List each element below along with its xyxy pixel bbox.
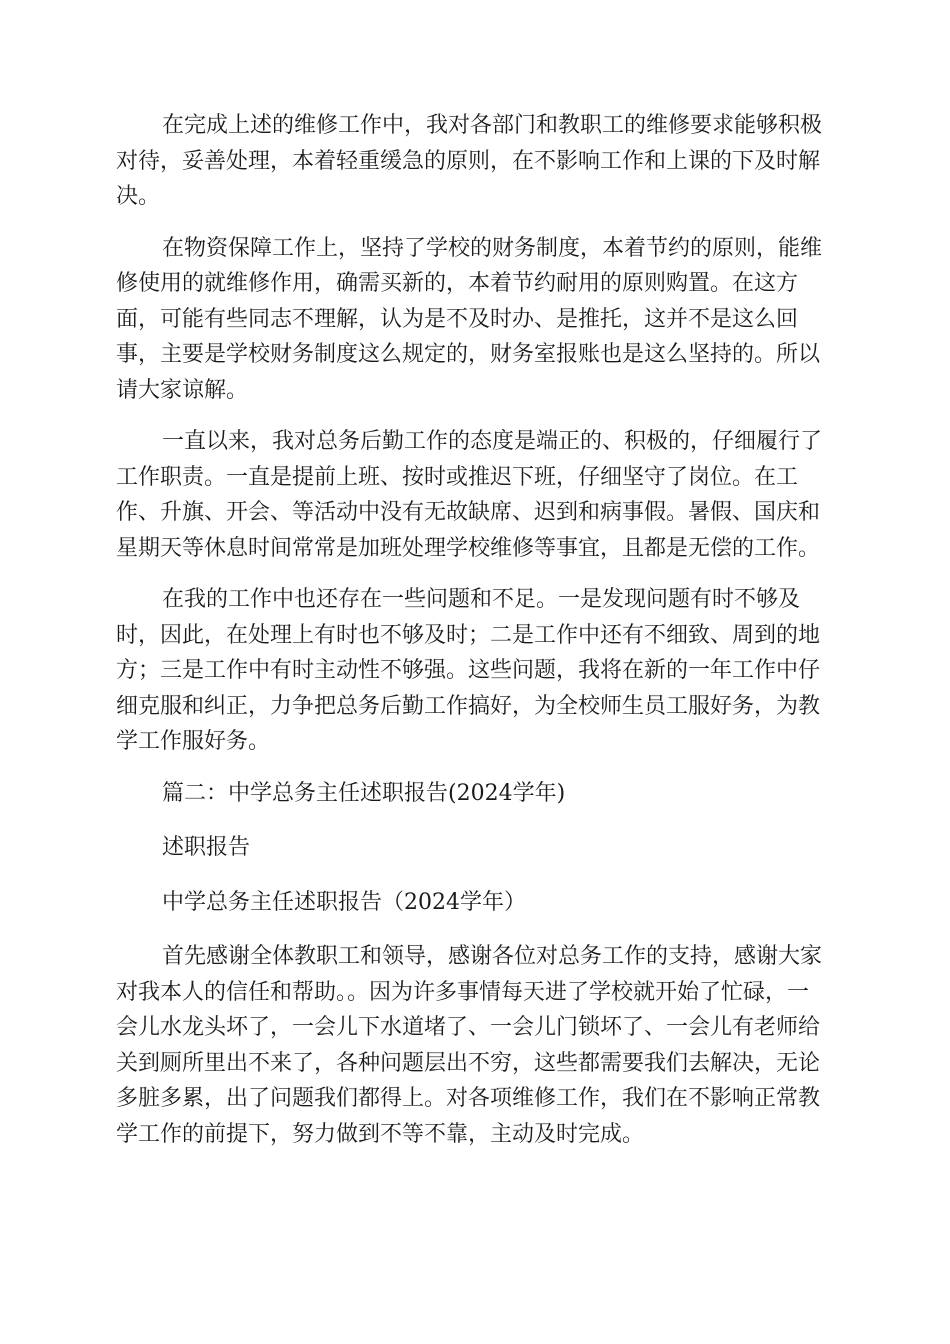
text-line: 事，主要是学校财务制度这么规定的，财务室报账也是这么坚持的。所以 [116, 342, 821, 367]
paragraph-work-attitude [116, 424, 836, 566]
text-line: 细克服和纠正，力争把总务后勤工作搞好，为全校师生员工服好务，为教 [116, 693, 821, 719]
paragraph-thanks [116, 939, 836, 1152]
text-line: 在我的工作中也还存在一些问题和不足。一是发现问题有时不够及 [162, 587, 801, 612]
text-line: 面，可能有些同志不理解，认为是不及时办、是推托，这并不是这么回 [116, 306, 799, 332]
text-line: 对待，妥善处理，本着轻重缓急的原则，在不影响工作和上课的下及时解 [116, 148, 821, 174]
paragraph-repair-attitude [116, 108, 836, 215]
text-line: 对我本人的信任和帮助。。因为许多事情每天进了学校就开始了忙碌，一 [116, 979, 810, 1005]
text-line: 时，因此，在处理上有时也不够及时；二是工作中还有不细致、周到的地 [116, 622, 821, 648]
text-line: 会儿水龙头坏了，一会儿下水道堵了、一会儿门锁坏了、一会儿有老师给 [116, 1015, 821, 1040]
text-line: 首先感谢全体教职工和领导，感谢各位对总务工作的支持，感谢大家 [162, 944, 823, 969]
text-line: 修使用的就维修作用，确需买新的，本着节约耐用的原则购置。在这方 [116, 271, 799, 296]
text-line: 在完成上述的维修工作中，我对各部门和教职工的维修要求能够积极 [162, 113, 823, 138]
report-title: 中学总务主任述职报告（2024学年） [162, 889, 526, 915]
text-line: 星期天等休息时间常常是加班处理学校维修等事宜，且都是无偿的工作。 [116, 535, 821, 561]
text-line: 多脏多累，出了问题我们都得上。对各项维修工作，我们在不影响正常教 [116, 1086, 821, 1111]
text-line: 在物资保障工作上，坚持了学校的财务制度，本着节约的原则，能维 [162, 235, 823, 261]
text-line: 方；三是工作中有时主动性不够强。这些问题，我将在新的一年工作中仔 [116, 658, 821, 683]
text-line: 关到厕所里出不来了，各种问题层出不穷，这些都需要我们去解决，无论 [116, 1050, 821, 1076]
report-label: 述职报告 [162, 835, 251, 860]
document-page [116, 108, 836, 1168]
section-title: 篇二：中学总务主任述职报告(2024学年) [162, 780, 566, 806]
text-line: 请大家谅解。 [116, 377, 249, 403]
text-line: 作、升旗、开会、等活动中没有无故缺席、迟到和病事假。暑假、国庆和 [116, 500, 821, 525]
paragraph-shortcomings [116, 582, 836, 760]
text-line: 决。 [116, 184, 161, 209]
text-line: 学工作服好务。 [116, 729, 271, 754]
text-line: 学工作的前提下，努力做到不等不靠，主动及时完成。 [116, 1121, 645, 1147]
text-line: 工作职责。一直是提前上班、按时或推迟下班，仔细坚守了岗位。在工 [116, 464, 799, 490]
text-line: 一直以来，我对总务后勤工作的态度是端正的、积极的，仔细履行了 [162, 429, 823, 454]
paragraph-material-supply [116, 231, 836, 409]
